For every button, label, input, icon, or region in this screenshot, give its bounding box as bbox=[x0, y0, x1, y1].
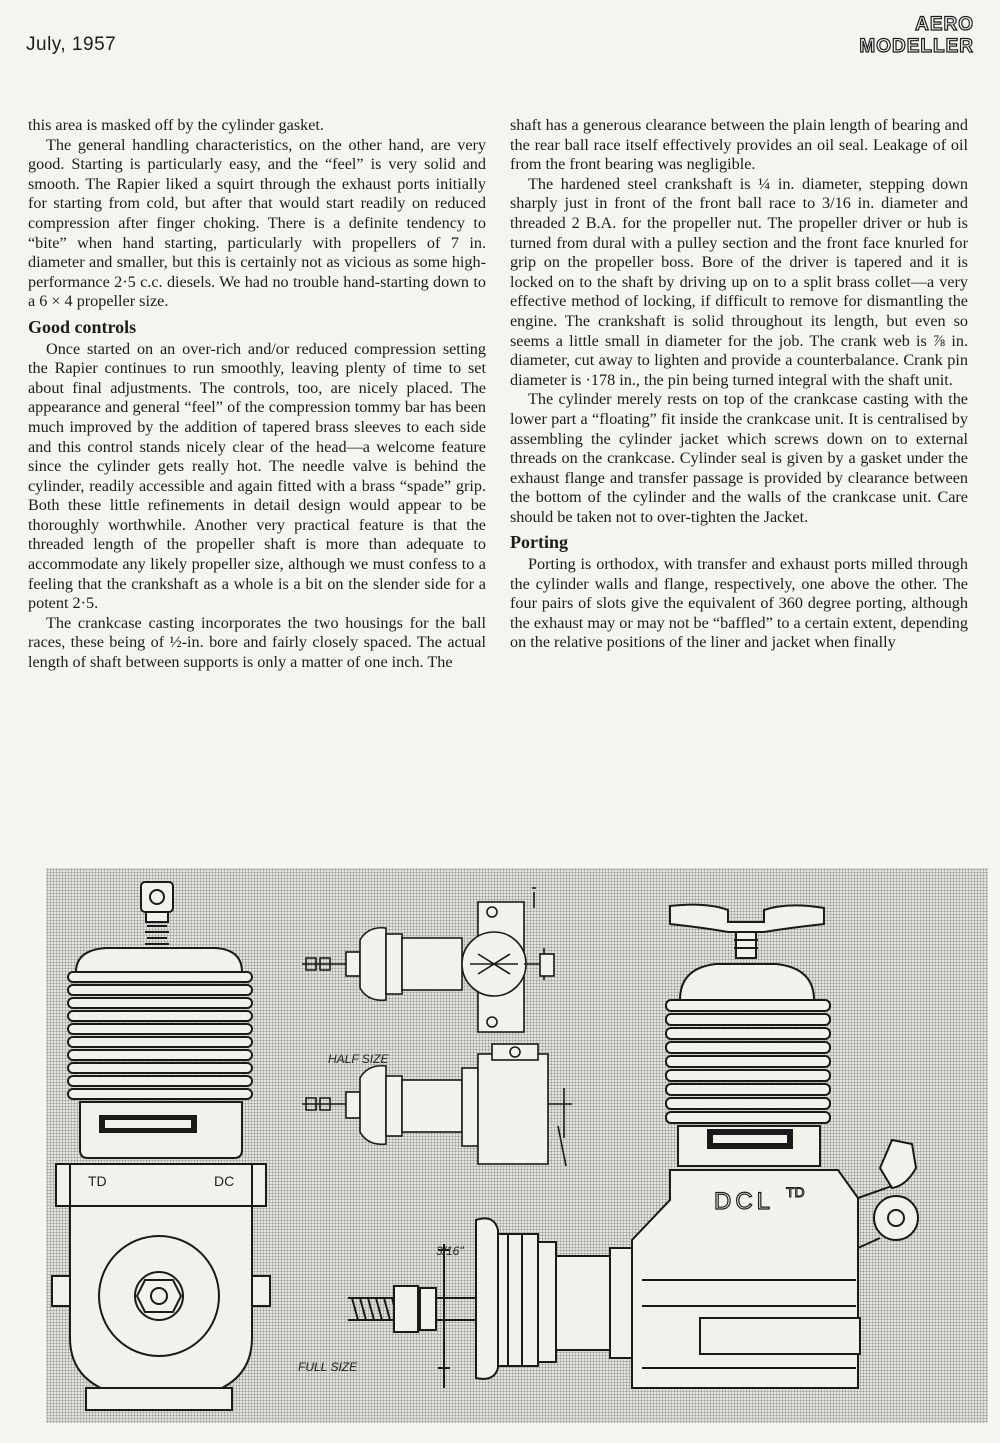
section-heading: Porting bbox=[510, 532, 568, 553]
paragraph: The hardened steel crankshaft is ¼ in. diameter, stepping down sharply just in front of the front ball race to 3/16 in. diameter and threaded 2 B.A. for the propeller nut. The propeller driver or hub is turned from dural with a pulley section and the front face knurled for grip on the propeller boss. Bore of the driver is tapered and it is locked on to the shaft by driving up on to a split brass collet—a very effective method of locking, if difficult to remove for dismantling the engine. The crankshaft is solid throughout its length, but even so seems a little small in diameter for the job. The crank web is ⅞ in. diameter, cut away to lighten and provide a counterbalance. Crank pin diameter is ·178 in., the pin being turned integral with the shaft unit. bbox=[510, 174, 968, 389]
dcl-casting-mark: DCL bbox=[714, 1188, 775, 1215]
half-size-side-view bbox=[302, 888, 554, 1032]
paragraph: Once started on an over-rich and/or reduced compression setting the Rapier continues to run smoothly, leaving plenty of time to set about final adjustments. The controls, too, are nicely placed. The appearance and general “feel” of the compression tommy bar has been much improved by the addition of tapered brass sleeves to each side and this control stands nicely clear of the head—a welcome feature since the cylinder gets really hot. The needle valve is behind the cylinder, readily accessible and again fitted with a brass “spade” grip. Both these little refinements in detail design would appear to be thoroughly worthwhile. Another very practical feature is that the threaded length of the propeller shaft is more than adequate to accommodate any likely propeller size, although we must confess to a feeling that the crankshaft as a whole is a bit on the slender side for a potent 2·5. bbox=[28, 339, 486, 613]
logo-line-1: AERO bbox=[915, 14, 974, 35]
aeromodeller-logo bbox=[859, 14, 974, 58]
issue-date: July, 1957 bbox=[26, 34, 117, 55]
logo-line-2: MODELLER bbox=[859, 36, 974, 57]
paragraph: The cylinder merely rests on top of the crankcase casting with the lower part a “floating” fit inside the crankcase unit. It is centralised by assembling the cylinder jacket which screws down on to external threads on the crankcase. Cylinder seal is given by a gasket under the exhaust flange and transfer passage is provided by clearance between the bottom of the cylinder and the walls of the crankcase unit. Care should be taken not to over-tighten the Jacket. bbox=[510, 390, 968, 526]
half-size-label: HALF SIZE bbox=[328, 1052, 389, 1066]
section-heading: Good controls bbox=[28, 316, 137, 337]
paragraph: Porting is orthodox, with transfer and exhaust ports milled through the cylinder walls and flange, respectively, one above the other. The four pairs of slots give the equivalent of 360 degree porting, although the exhaust may or may not be “baffled” to a certain extent, depending on the relative positions of the liner and jacket when finally bbox=[510, 555, 968, 652]
td-side-mark: TD bbox=[88, 1173, 107, 1189]
dc-side-mark: DC bbox=[214, 1173, 235, 1189]
paragraph: The general handling characteristics, on the other hand, are very good. Starting is particularly easy, and the “feel” is very solid and smooth. The Rapier liked a squirt through the exhaust ports initially for starting from cold, but after that would start readily on reduced compression after finger choking. There is a definite tendency to “bite” when hand starting, particularly with propellers of 7 in. diameter and smaller, but this is certainly not as vicious as some high-performance 2·5 c.c. diesels. We had no trouble hand-starting down to a 6 × 4 propeller size. bbox=[28, 135, 486, 311]
engine-drawing-svg bbox=[46, 868, 988, 1423]
paragraph: shaft has a generous clearance between the plain length of bearing and the rear ball race itself effectively provides an oil seal. Leakage of oil from the front bearing was negligible. bbox=[510, 116, 968, 174]
paragraph: this area is masked off by the cylinder gasket. bbox=[28, 116, 324, 134]
paragraph: The crankcase casting incorporates the two housings for the ball races, these being of ½-in. bore and fairly closely spaced. The actual length of shaft between supports is only a matter of one inch. The bbox=[28, 613, 486, 672]
engine-drawing bbox=[46, 868, 988, 1423]
dimension-label: 3/16" bbox=[436, 1244, 464, 1258]
full-size-label: FULL SIZE bbox=[298, 1360, 358, 1374]
right-column bbox=[510, 116, 968, 653]
left-column bbox=[28, 116, 486, 673]
front-view-engine bbox=[52, 882, 270, 1410]
ltd-casting-mark: TD bbox=[786, 1184, 805, 1200]
